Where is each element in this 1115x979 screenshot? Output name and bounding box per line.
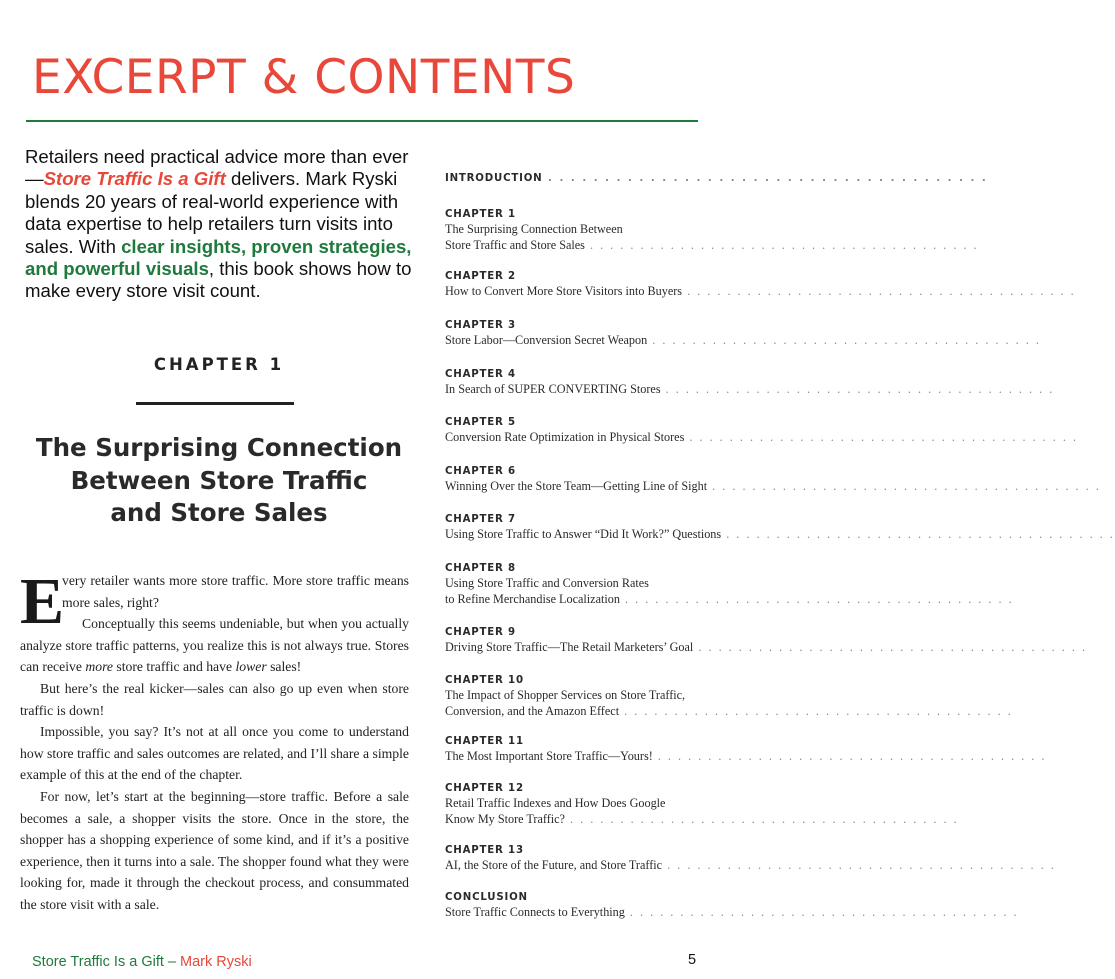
- toc-entry-label: [445, 891, 742, 905]
- toc-entry-title: [445, 688, 742, 704]
- toc-entry: [445, 513, 1115, 543]
- toc-title-text: The Most Important Store Traffic—Yours!: [445, 749, 653, 763]
- toc-label-text: CHAPTER 10: [445, 675, 524, 686]
- toc-title-text: Using Store Traffic to Answer “Did It Work?” Questions: [445, 527, 722, 541]
- drop-cap: E: [20, 565, 65, 638]
- toc-entry-title: [445, 591, 1014, 608]
- toc-entry: [445, 208, 979, 253]
- toc-title-text: Using Store Traffic and Conversion Rates: [445, 576, 649, 590]
- toc-entry: [445, 319, 1041, 349]
- toc-entry-title: [445, 858, 1056, 874]
- excerpt-body: [20, 565, 409, 916]
- toc-entry: [445, 270, 1076, 300]
- toc-entry: [445, 172, 988, 186]
- toc-leader-dots: . . . . . . . . . . . . . . . . . . . . . . . . . . . . . . . . . . . . . . .: [693, 640, 1087, 654]
- chapter-divider: [136, 402, 294, 405]
- toc-entry-title: [445, 811, 959, 828]
- toc-title-text: In Search of SUPER CONVERTING Stores: [445, 382, 661, 396]
- toc-title-text: Know My Store Traffic?: [445, 811, 565, 826]
- toc-entry-label: [445, 208, 742, 222]
- excerpt-paragraph-2: [20, 613, 409, 678]
- toc-leader-dots: . . . . . . . . . . . . . . . . . . . . . . . . . . . . . . . . . . . . . . .: [619, 703, 1013, 718]
- toc-label-text: CHAPTER 11: [445, 736, 524, 747]
- toc-entry-label: [445, 319, 742, 333]
- toc-leader-dots: . . . . . . . . . . . . . . . . . . . . . . . . . . . . . . . . . . . . . . .: [660, 382, 1055, 396]
- toc-entry: [445, 891, 1019, 921]
- toc-entry: [445, 626, 1087, 656]
- toc-title-text: Store Traffic and Store Sales: [445, 237, 585, 252]
- toc-title-text: Store Labor—Conversion Secret Weapon: [445, 333, 648, 347]
- toc-label-text: CHAPTER 1: [445, 209, 516, 220]
- footer-separator: –: [163, 954, 181, 970]
- footer-credit: [32, 954, 252, 970]
- toc-leader-dots: . . . . . . . . . . . . . . . . . . . . . . . . . . . . . . . . . . . . . . .: [564, 811, 959, 826]
- excerpt-chapter-label: CHAPTER 1: [153, 355, 285, 374]
- toc-leader-dots: . . . . . . . . . . . . . . . . . . . . . . . . . . . . . . . . . . . . . . .: [721, 527, 1115, 541]
- intro-text-3: , this book shows how to make every store visit count.: [25, 258, 412, 302]
- toc-entry-label: [445, 416, 742, 430]
- excerpt-chapter-title: [20, 432, 418, 530]
- toc-entry: [445, 465, 1101, 495]
- page-number: 5: [688, 952, 697, 968]
- toc-leader-dots: . . . . . . . . . . . . . . . . . . . . . . . . . . . . . . . . . . . . . . .: [584, 237, 979, 252]
- toc-entry-title: [445, 703, 1013, 720]
- toc-entry-title: [445, 237, 979, 254]
- toc-label-text: CHAPTER 12: [445, 783, 524, 794]
- toc-title-text: Driving Store Traffic—The Retail Marketers’ Goal: [445, 640, 694, 654]
- toc-entry-label: [445, 626, 742, 640]
- toc-entry-title: [445, 749, 1047, 765]
- toc-title-text: The Surprising Connection Between: [445, 222, 623, 236]
- toc-leader-dots: . . . . . . . . . . . . . . . . . . . . . . . . . . . . . . . . . . . . . . .: [542, 173, 988, 184]
- toc-entry: [445, 674, 1013, 719]
- toc-entry: [445, 368, 1055, 398]
- page-title: EXCERPT & CONTENTS: [32, 50, 576, 105]
- chapter-title-line-3: and Store Sales: [110, 498, 328, 527]
- toc-title-text: Conversion, and the Amazon Effect: [445, 703, 620, 718]
- excerpt-paragraph-1: very retailer wants more store traffic. More store traffic means more sales, right?: [62, 573, 409, 610]
- toc-entry: [445, 844, 1056, 874]
- toc-label-text: CHAPTER 3: [445, 320, 516, 331]
- toc-entry-title: [445, 222, 742, 238]
- toc-entry: [445, 735, 1047, 765]
- toc-entry-title: [445, 640, 1087, 656]
- toc-entry-label: [445, 562, 742, 576]
- p2-text-end: sales!: [266, 659, 302, 675]
- toc-entry-label: [445, 172, 988, 186]
- intro-text-1: Retailers need practical advice more than ever—: [25, 146, 409, 190]
- excerpt-paragraph-4: Impossible, you say? It’s not at all once you come to understand how store traffic and sales outcomes are related, and I’ll share a simple example of this at the end of the chapter.: [20, 724, 409, 783]
- toc-entry-label: [445, 513, 742, 527]
- toc-entry-title: [445, 576, 742, 592]
- toc-title-text: Conversion Rate Optimization in Physical Stores: [445, 430, 685, 444]
- toc-entry-title: [445, 796, 742, 812]
- intro-highlight: clear insights, proven strategies, and powerful visuals: [25, 235, 412, 280]
- toc-label-text: CHAPTER 9: [445, 627, 516, 638]
- intro-paragraph: [25, 146, 417, 303]
- toc-title-text: How to Convert More Store Visitors into Buyers: [445, 284, 683, 298]
- toc-entry-title: [445, 527, 1115, 543]
- chapter-title-line-1: The Surprising Connection: [35, 433, 403, 462]
- toc-leader-dots: . . . . . . . . . . . . . . . . . . . . . . . . . . . . . . . . . . . . . . .: [662, 858, 1056, 872]
- toc-entry-label: [445, 674, 742, 688]
- p2-text: Conceptually this seems undeniable, but when you actually analyze store traffic patterns, you realize this is not always true. Stores can receive: [20, 616, 409, 675]
- toc-label-text: CHAPTER 7: [445, 514, 516, 525]
- toc-leader-dots: . . . . . . . . . . . . . . . . . . . . . . . . . . . . . . . . . . . . . . .: [684, 430, 1078, 444]
- toc-label-text: CHAPTER 8: [445, 563, 516, 574]
- toc-leader-dots: . . . . . . . . . . . . . . . . . . . . . . . . . . . . . . . . . . . . . . .: [652, 749, 1047, 763]
- toc-label-text: CHAPTER 4: [445, 369, 516, 380]
- footer-book-title: Store Traffic Is a Gift: [32, 954, 164, 970]
- toc-leader-dots: . . . . . . . . . . . . . . . . . . . . . . . . . . . . . . . . . . . . . . .: [624, 905, 1019, 919]
- title-divider: [26, 120, 698, 122]
- toc-entry-title: [445, 284, 1076, 300]
- chapter-title-line-2: Between Store Traffic: [70, 465, 368, 495]
- toc-title-text: Winning Over the Store Team—Getting Line of Sight: [445, 479, 708, 493]
- toc-label-text: CHAPTER 5: [445, 417, 516, 428]
- toc-entry-title: [445, 382, 1055, 398]
- excerpt-paragraph-5: For now, let’s start at the beginning—store traffic. Before a sale becomes a sale, a shopper visits the store. Once in the store, the shopper has a shopping experience of some kind, and if it’s a positive experience, then it turns into a sale. The shopper found what they were looking for, made it through the checkout process, and consummated the store visit with a sale.: [20, 788, 409, 912]
- p2-emphasis-lower: lower: [235, 659, 267, 675]
- toc-leader-dots: . . . . . . . . . . . . . . . . . . . . . . . . . . . . . . . . . . . . . . .: [707, 479, 1101, 493]
- toc-label-text: CHAPTER 6: [445, 466, 516, 477]
- toc-label-text: CHAPTER 2: [445, 271, 516, 282]
- toc-title-text: The Impact of Shopper Services on Store Traffic,: [445, 688, 686, 702]
- toc-leader-dots: . . . . . . . . . . . . . . . . . . . . . . . . . . . . . . . . . . . . . . .: [647, 333, 1041, 347]
- toc-entry-label: [445, 735, 742, 749]
- toc-title-text: Store Traffic Connects to Everything: [445, 905, 625, 919]
- toc-entry-label: [445, 782, 742, 796]
- toc-title-text: to Refine Merchandise Localization: [445, 591, 620, 606]
- toc-entry-label: [445, 270, 742, 284]
- toc-title-text: AI, the Store of the Future, and Store Traffic: [445, 858, 663, 872]
- toc-entry-label: [445, 368, 742, 382]
- p2-text-mid: store traffic and have: [112, 659, 236, 675]
- footer-author: Mark Ryski: [180, 954, 252, 970]
- intro-text-2: delivers. Mark Ryski blends 20 years of real-world experience with data expertise to help retailers turn visits into sales. With: [25, 168, 399, 257]
- toc-label-text: INTRODUCTION: [445, 173, 543, 184]
- intro-book-title: Store Traffic Is a Gift: [43, 168, 226, 190]
- toc-entry-title: [445, 905, 1019, 921]
- toc-entry-label: [445, 844, 742, 858]
- toc-entry-title: [445, 333, 1041, 349]
- toc-leader-dots: . . . . . . . . . . . . . . . . . . . . . . . . . . . . . . . . . . . . . . .: [682, 284, 1076, 298]
- toc-leader-dots: . . . . . . . . . . . . . . . . . . . . . . . . . . . . . . . . . . . . . . .: [619, 591, 1014, 606]
- toc-label-text: CONCLUSION: [445, 892, 528, 903]
- toc-label-text: CHAPTER 13: [445, 845, 524, 856]
- toc-entry: [445, 416, 1078, 446]
- toc-entry: [445, 562, 1014, 607]
- toc-entry: [445, 782, 959, 827]
- toc-title-text: Retail Traffic Indexes and How Does Google: [445, 796, 666, 810]
- toc-entry-title: [445, 479, 1101, 495]
- toc-entry-label: [445, 465, 742, 479]
- p2-emphasis-more: more: [85, 659, 113, 675]
- toc-entry-title: [445, 430, 1078, 446]
- excerpt-paragraph-3: But here’s the real kicker—sales can also go up even when store traffic is down!: [20, 680, 409, 718]
